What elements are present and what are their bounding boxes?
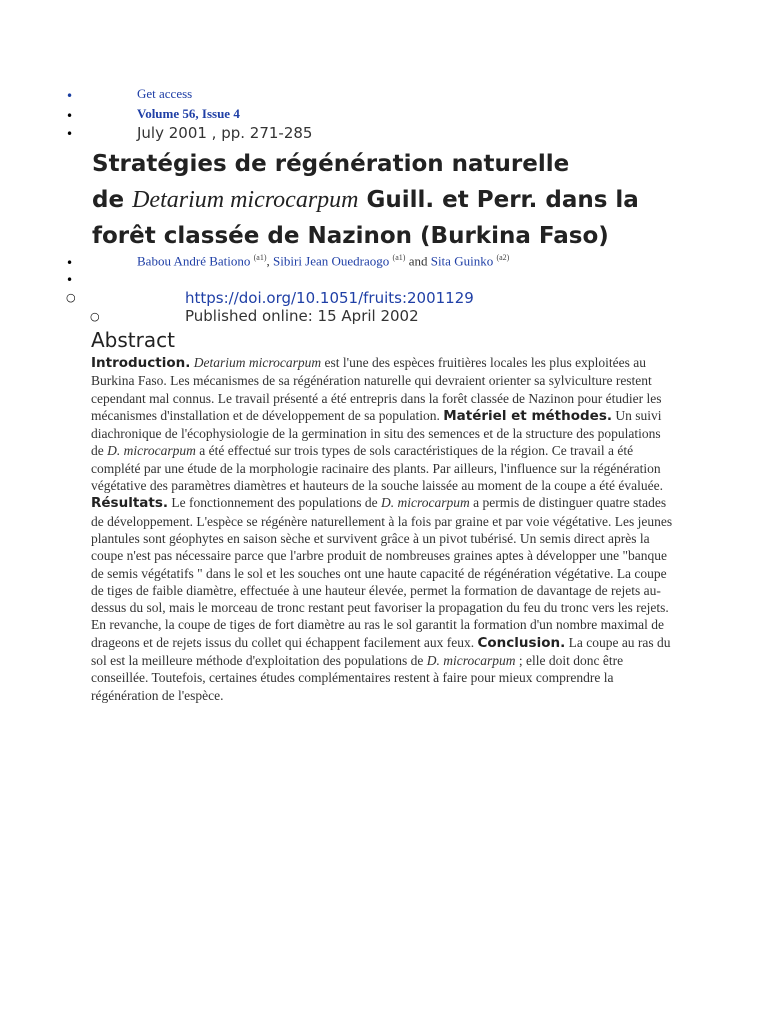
title-line1: Stratégies de régénération naturelle xyxy=(92,151,570,177)
published-date: Published online: 15 April 2002 xyxy=(185,307,419,325)
bullet-dot: • xyxy=(66,256,74,270)
author-separator: and xyxy=(405,253,431,269)
author-affiliation[interactable]: (a2) xyxy=(496,253,510,262)
author-link[interactable]: Babou André Bationo xyxy=(137,253,251,269)
species-name: Detarium microcarpum xyxy=(193,355,322,370)
abstract-methods-text: a été effectué sur trois types de sols caractéristiques de la région. Ce travail a été complété par une étude de la morphologie racinaire des plants. Par ailleurs, l'influence sur la régénération végétative des paramètres diamètres et hauteurs de la souche laissée au moment de la coupe a été évaluée. xyxy=(91,443,663,494)
species-name: D. microcarpum xyxy=(426,653,516,669)
get-access-link[interactable]: Get access xyxy=(137,86,193,101)
bullet-dot: • xyxy=(66,273,74,287)
author-list xyxy=(137,253,509,269)
abstract-body xyxy=(91,354,676,704)
author-affiliation[interactable]: (a1) xyxy=(253,253,267,262)
abstract-conclusion-text: La coupe au ras du sol est la meilleure méthode d'exploitation des populations de xyxy=(91,634,671,669)
species-name: D. microcarpum xyxy=(107,443,196,459)
abstract-intro-text: est l'une des espèces fruitières locales les plus exploitées au Burkina Faso. Les mécanismes de sa régénération naturelle qui devraient orienter sa sylviculture restent cependant mal connus. Le travail présenté a été entrepris dans la forêt classée de Nazinon pour étudier les mécanismes d'installation et de développement de sa population. xyxy=(91,355,662,423)
author-affiliation[interactable]: (a1) xyxy=(392,253,406,262)
abstract-results-label: Résultats. xyxy=(91,495,169,512)
volume-issue-link[interactable]: Volume 56, Issue 4 xyxy=(137,106,240,121)
abstract-conclusion-label: Conclusion. xyxy=(477,634,566,651)
abstract-methods-text: Un suivi diachronique de l'écophysiologie de la germination in situ des semences et de la structure des populations de xyxy=(91,407,662,459)
bullet-dot: • xyxy=(66,89,74,103)
bullet-dot: • xyxy=(66,127,74,141)
abstract-heading: Abstract xyxy=(91,328,175,352)
abstract-results-text: Le fonctionnement des populations de xyxy=(168,495,381,511)
bullet-circle: ○ xyxy=(90,310,100,323)
abstract-conclusion-text: ; elle doit donc être conseillée. Toutefois, certaines études complémentaires restent à faire pour mieux comprendre la régénération de l'espèce. xyxy=(91,653,624,703)
doi-link[interactable]: https://doi.org/10.1051/fruits:2001129 xyxy=(185,289,474,307)
bullet-dot: • xyxy=(66,109,74,123)
abstract-methods-label: Matériel et méthodes. xyxy=(443,407,612,424)
title-species: Detarium microcarpum xyxy=(132,187,359,213)
article-title xyxy=(92,146,692,254)
author-link[interactable]: Sibiri Jean Ouedraogo xyxy=(273,253,390,269)
bullet-circle: ○ xyxy=(66,291,76,304)
species-name: D. microcarpum xyxy=(380,495,470,511)
author-link[interactable]: Sita Guinko xyxy=(430,253,494,269)
author-separator: , xyxy=(266,253,274,269)
abstract-results-text: a permis de distinguer quatre stades de développement. L'espèce se régénère naturellement à la fois par graine et par voie végétative. Les jeunes plantules sont géophytes en saison sèche et survivent grâce à un pivot tubérisé. Un semis direct après la coupe n'est pas nécessaire parce que l'arbre produit de nombreuses graines aptes à développer une "banque de semis végétatifs " dans le sol et les souches ont une haute capacité de régénération végétative. La coupe de tiges de faible diamètre, effectuée à une hauteur élevée, permet la formation de davantage de rejets au-dessus du sol, mais le morceau de tronc restant peut favoriser la propagation du feu du tronc vers les rejets. En revanche, la coupe de tiges de fort diamètre au ras le sol garantit la formation d'un nombre maximal de drageons et de rejets issus du collet qui échappent facilement aux feux. xyxy=(91,495,673,650)
title-rest: Guill. et Perr. dans la forêt classée de Nazinon (Burkina Faso) xyxy=(92,187,639,249)
abstract-intro-label: Introduction. xyxy=(91,355,191,371)
issue-date-pages: July 2001 , pp. 271-285 xyxy=(137,124,313,142)
title-pre-italic: de xyxy=(92,187,133,213)
